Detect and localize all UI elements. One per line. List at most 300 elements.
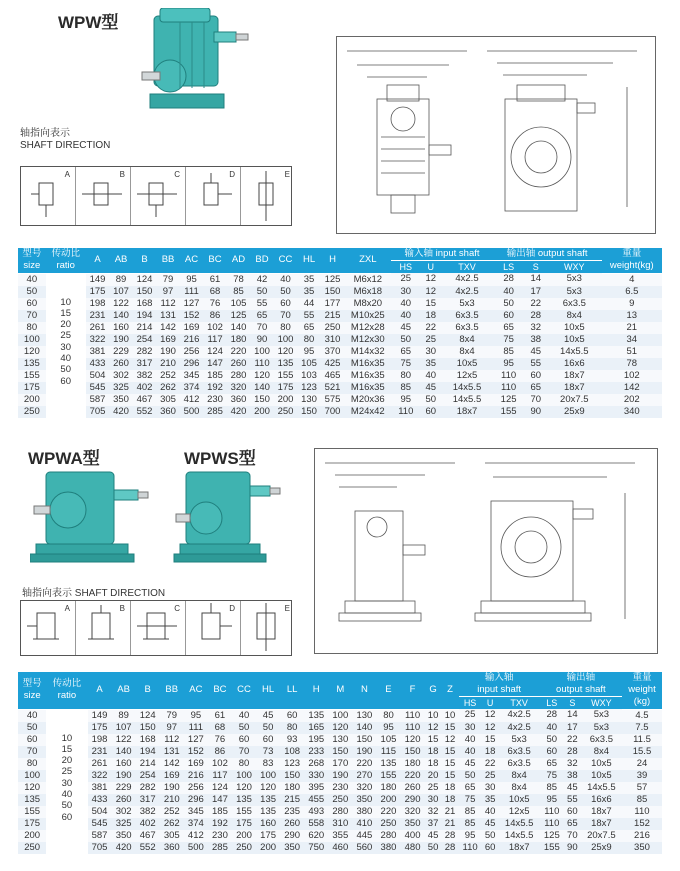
table-cell: 4x2.5 <box>441 286 492 298</box>
table-cell: 57 <box>622 782 662 794</box>
table-cell: 30 <box>482 782 499 794</box>
table-cell: 180 <box>227 334 251 346</box>
table-cell: 190 <box>156 346 180 358</box>
th-input-col: TXV <box>441 261 492 274</box>
table-cell: 150 <box>352 734 376 746</box>
table-cell: 100 <box>18 770 46 782</box>
table-cell: 152 <box>184 746 208 758</box>
table-cell: 130 <box>328 734 352 746</box>
table-cell: 254 <box>136 770 160 782</box>
table-cell: 61 <box>208 709 232 722</box>
th-col: Z <box>442 672 459 709</box>
th-size-en: size <box>23 260 41 272</box>
table-cell: 103 <box>297 370 321 382</box>
spec-table-wpw <box>18 248 662 418</box>
table-cell: 25 <box>391 273 420 286</box>
table-cell: 110 <box>540 806 564 818</box>
table-cell: 252 <box>156 370 180 382</box>
table-cell: 152 <box>622 818 662 830</box>
table-cell: 135 <box>256 794 280 806</box>
ratio-value: 60 <box>61 811 73 823</box>
table-cell: 320 <box>352 782 376 794</box>
th-col: M <box>328 672 352 709</box>
table-cell: 45 <box>425 830 442 842</box>
table-cell: 20 <box>425 770 442 782</box>
table-cell: 12 <box>442 734 459 746</box>
th-col: F <box>401 672 425 709</box>
table-cell: 14 <box>525 273 547 286</box>
table-cell: 34 <box>602 334 662 346</box>
table-cell: 45 <box>391 322 420 334</box>
table-cell: 155 <box>232 806 256 818</box>
table-cell: 280 <box>227 370 251 382</box>
table-cell: 140 <box>250 382 274 394</box>
table-cell: 433 <box>86 358 110 370</box>
table-cell: 6x3.5 <box>441 310 492 322</box>
table-cell: 135 <box>376 758 400 770</box>
table-cell: 350 <box>352 794 376 806</box>
table-cell: 78 <box>602 358 662 370</box>
table-cell: M10x25 <box>344 310 391 322</box>
th-col: AD <box>227 248 251 273</box>
table-cell: 80 <box>280 722 304 734</box>
table-cell: 25x9 <box>581 842 622 854</box>
table-cell: 215 <box>280 794 304 806</box>
table-cell: 90 <box>564 842 581 854</box>
table-cell: 350 <box>109 394 133 406</box>
table-cell: 180 <box>280 782 304 794</box>
ratio-list <box>46 273 86 418</box>
table-cell: 55 <box>525 358 547 370</box>
th-ratio-cn: 传动比 <box>52 678 82 690</box>
th-output-shaft-cn: 输出轴 <box>566 672 596 683</box>
table-cell: 50 <box>425 842 442 854</box>
table-row <box>18 709 662 722</box>
table-cell: 65 <box>540 758 564 770</box>
table-cell: 78 <box>227 273 251 286</box>
table-cell: 220 <box>376 806 400 818</box>
table-cell: 10 <box>425 709 442 722</box>
table-cell: 175 <box>232 818 256 830</box>
table-cell: 229 <box>109 346 133 358</box>
direction-b: B <box>76 601 131 655</box>
table-cell: 12 <box>420 286 441 298</box>
table-cell: 85 <box>622 794 662 806</box>
table-row <box>18 806 662 818</box>
table-cell: 8x4 <box>441 334 492 346</box>
table-cell: 5x3 <box>499 734 540 746</box>
table-cell: 320 <box>227 382 251 394</box>
table-cell: 130 <box>352 709 376 722</box>
table-cell: 30 <box>459 722 482 734</box>
table-cell: 28 <box>493 273 525 286</box>
table-row <box>18 406 662 418</box>
table-cell: 61 <box>203 273 227 286</box>
th-col: LL <box>280 672 304 709</box>
th-col: G <box>425 672 442 709</box>
table-cell: 305 <box>156 394 180 406</box>
table-cell: 260 <box>401 782 425 794</box>
table-cell: 60 <box>540 746 564 758</box>
table-row <box>18 286 662 298</box>
table-cell: 28 <box>525 310 547 322</box>
table-cell: 120 <box>328 722 352 734</box>
table-cell: 6x3.5 <box>441 322 492 334</box>
table-cell: 135 <box>18 358 46 370</box>
table-cell: 374 <box>180 382 204 394</box>
table-cell: 460 <box>328 842 352 854</box>
th-output-col: S <box>564 697 581 710</box>
table-cell: 40 <box>459 746 482 758</box>
table-cell: 14 <box>564 709 581 722</box>
table-cell: 95 <box>391 394 420 406</box>
table-cell: 4 <box>602 273 662 286</box>
table-cell: 125 <box>493 394 525 406</box>
table-cell: M14x32 <box>344 346 391 358</box>
table-cell: 433 <box>88 794 112 806</box>
shaft-direction-label-2: 轴指向表示 SHAFT DIRECTION <box>22 588 166 599</box>
table-cell: 142 <box>160 758 184 770</box>
table-row <box>18 334 662 346</box>
ratio-value: 15 <box>60 307 71 319</box>
table-cell: 40 <box>274 273 298 286</box>
table-cell: 262 <box>156 382 180 394</box>
table-cell: 380 <box>376 842 400 854</box>
table-cell: 149 <box>86 273 110 286</box>
table-row <box>18 830 662 842</box>
table-cell: 93 <box>280 734 304 746</box>
table-cell: 552 <box>133 406 157 418</box>
table-cell: 10x5 <box>547 334 602 346</box>
th-col: A <box>86 248 110 273</box>
table-cell: 282 <box>136 782 160 794</box>
table-cell: 60 <box>420 406 441 418</box>
table-cell: 282 <box>133 346 157 358</box>
table-cell: 24 <box>622 758 662 770</box>
table-cell: 120 <box>18 346 46 358</box>
table-cell: 175 <box>274 382 298 394</box>
table-cell: 13 <box>602 310 662 322</box>
table-cell: 60 <box>525 370 547 382</box>
table-cell: 175 <box>18 382 46 394</box>
table-cell: 175 <box>18 818 46 830</box>
table-cell: 55 <box>564 794 581 806</box>
th-input-col: HS <box>459 697 482 710</box>
table-cell: 15 <box>420 298 441 310</box>
table-cell: 150 <box>401 746 425 758</box>
table-cell: 18x7 <box>581 818 622 830</box>
table-cell: 202 <box>602 394 662 406</box>
table-cell: 80 <box>18 322 46 334</box>
table-cell: 180 <box>401 758 425 770</box>
table-cell: 80 <box>18 758 46 770</box>
table-cell: 150 <box>133 286 157 298</box>
th-ratio-cn: 传动比 <box>51 248 80 260</box>
table-cell: 107 <box>112 722 136 734</box>
table-cell: 198 <box>88 734 112 746</box>
table-cell: 85 <box>540 782 564 794</box>
direction-a: A <box>21 167 76 225</box>
direction-b: B <box>76 167 131 225</box>
table-cell: 465 <box>321 370 345 382</box>
table-cell: 155 <box>493 406 525 418</box>
table-cell: 110 <box>493 382 525 394</box>
table-cell: 493 <box>304 806 328 818</box>
table-cell: 50 <box>256 722 280 734</box>
table-cell: 220 <box>227 346 251 358</box>
table-cell: 120 <box>18 782 46 794</box>
table-cell: 65 <box>493 322 525 334</box>
table-cell: 125 <box>540 830 564 842</box>
table-cell: 25 <box>420 334 441 346</box>
table-cell: 150 <box>280 770 304 782</box>
table-cell: 60 <box>18 298 46 310</box>
table-row <box>18 794 662 806</box>
table-cell: 420 <box>109 406 133 418</box>
table-cell: 360 <box>227 394 251 406</box>
table-cell: 260 <box>280 818 304 830</box>
th-input-shaft-en: input shaft <box>477 684 522 695</box>
table-cell: 558 <box>304 818 328 830</box>
table-cell: 45 <box>420 382 441 394</box>
th-size-cn: 型号 <box>22 248 42 260</box>
table-cell: 51 <box>602 346 662 358</box>
table-cell: 150 <box>250 394 274 406</box>
table-cell: 8x4 <box>581 746 622 758</box>
table-cell: 261 <box>88 758 112 770</box>
table-cell: 50 <box>274 286 298 298</box>
table-cell: 20x7.5 <box>547 394 602 406</box>
table-cell: 112 <box>160 734 184 746</box>
table-cell: 120 <box>232 782 256 794</box>
table-row <box>18 273 662 286</box>
table-cell: M24x42 <box>344 406 391 418</box>
wpws-title: WPWS型 <box>184 449 256 468</box>
table-cell: 545 <box>86 382 110 394</box>
shaft-direction-label-cn: 轴指向表示 <box>20 128 70 139</box>
table-cell: 45 <box>564 782 581 794</box>
table-row <box>18 746 662 758</box>
table-cell: 169 <box>184 758 208 770</box>
table-cell: 317 <box>136 794 160 806</box>
table-cell: 50 <box>18 286 46 298</box>
table-cell: 325 <box>109 382 133 394</box>
table-cell: 73 <box>256 746 280 758</box>
table-cell: 40 <box>493 286 525 298</box>
table-cell: 169 <box>180 322 204 334</box>
table-cell: 8x4 <box>441 346 492 358</box>
table-cell: 4x2.5 <box>499 722 540 734</box>
table-cell: 40 <box>391 298 420 310</box>
table-cell: 302 <box>109 370 133 382</box>
table-cell: 127 <box>184 734 208 746</box>
table-cell: 85 <box>227 286 251 298</box>
table-cell: 120 <box>401 734 425 746</box>
ratio-value: 30 <box>60 341 71 353</box>
dimension-drawing-1 <box>336 36 656 234</box>
table-cell: 110 <box>459 842 482 854</box>
table-cell: 12x5 <box>499 806 540 818</box>
table-cell: 310 <box>328 818 352 830</box>
table-cell: 325 <box>112 818 136 830</box>
table-cell: 89 <box>109 273 133 286</box>
table-cell: 750 <box>304 842 328 854</box>
th-size-cn: 型号 <box>22 678 42 690</box>
table-cell: 123 <box>297 382 321 394</box>
table-cell: 28 <box>442 830 459 842</box>
table-cell: 200 <box>18 394 46 406</box>
table-cell: 50 <box>540 734 564 746</box>
table-cell: 35 <box>420 358 441 370</box>
table-cell: 32 <box>525 322 547 334</box>
table-cell: 14x5.5 <box>499 830 540 842</box>
table-cell: 229 <box>112 782 136 794</box>
table-cell: 250 <box>376 818 400 830</box>
table-cell: 125 <box>321 273 345 286</box>
table-cell: 382 <box>133 370 157 382</box>
table-cell: 345 <box>184 806 208 818</box>
table-cell: 42 <box>250 273 274 286</box>
table-cell: 50 <box>18 722 46 734</box>
table-cell: 250 <box>274 406 298 418</box>
table-cell: 50 <box>391 334 420 346</box>
th-weight-en: weight <box>628 684 656 696</box>
th-weight-cn: 重量 <box>622 248 642 260</box>
table-cell: 360 <box>156 406 180 418</box>
spec-table-wpw-body <box>18 273 662 418</box>
table-cell: 70 <box>18 746 46 758</box>
table-cell: 70 <box>250 322 274 334</box>
table-row <box>18 842 662 854</box>
table-cell: 231 <box>86 310 110 322</box>
table-cell: 296 <box>184 794 208 806</box>
table-cell: 280 <box>328 806 352 818</box>
table-row <box>18 346 662 358</box>
table-cell: 700 <box>321 406 345 418</box>
table-cell: 250 <box>232 842 256 854</box>
table-cell: 192 <box>203 382 227 394</box>
table-cell: 117 <box>208 770 232 782</box>
th-output-shaft-en: output shaft <box>556 684 606 695</box>
th-col: HL <box>256 672 280 709</box>
table-cell: 60 <box>482 842 499 854</box>
table-cell: 35 <box>297 273 321 286</box>
table-cell: 185 <box>203 370 227 382</box>
th-weight-unit: (kg) <box>633 696 651 708</box>
table-cell: 80 <box>391 370 420 382</box>
table-cell: 50 <box>493 298 525 310</box>
table-cell: 500 <box>180 406 204 418</box>
table-cell: 180 <box>376 782 400 794</box>
table-cell: 455 <box>304 794 328 806</box>
table-cell: 28 <box>540 709 564 722</box>
table-row <box>18 818 662 830</box>
table-cell: 402 <box>136 818 160 830</box>
table-cell: M8x20 <box>344 298 391 310</box>
table-cell: 35 <box>482 794 499 806</box>
table-cell: 150 <box>328 746 352 758</box>
table-cell: 412 <box>184 830 208 842</box>
th-size-en: size <box>23 690 41 702</box>
ratio-value: 10 <box>61 732 73 744</box>
table-cell: 39 <box>622 770 662 782</box>
table-cell: 10x5 <box>581 770 622 782</box>
table-cell: 80 <box>232 758 256 770</box>
th-output-col: S <box>525 261 547 274</box>
table-cell: 38 <box>564 770 581 782</box>
table-cell: 45 <box>525 346 547 358</box>
table-row <box>18 734 662 746</box>
table-row <box>18 322 662 334</box>
table-cell: 20x7.5 <box>581 830 622 842</box>
table-cell: 15 <box>442 722 459 734</box>
table-cell: 150 <box>136 722 160 734</box>
table-cell: 70 <box>18 310 46 322</box>
table-cell: 194 <box>136 746 160 758</box>
table-cell: 65 <box>564 818 581 830</box>
table-cell: 10x5 <box>547 322 602 334</box>
table-cell: 10x5 <box>581 758 622 770</box>
table-cell: 521 <box>321 382 345 394</box>
table-cell: 97 <box>156 286 180 298</box>
table-cell: 65 <box>525 382 547 394</box>
spec-table-wpwa-body <box>18 709 662 854</box>
table-cell: 30 <box>425 794 442 806</box>
table-cell: M12x30 <box>344 334 391 346</box>
th-col: N <box>352 672 376 709</box>
wpws-gearbox-image <box>172 466 282 576</box>
table-cell: 374 <box>184 818 208 830</box>
table-cell: 40 <box>18 709 46 722</box>
table-cell: 112 <box>156 298 180 310</box>
table-cell: 107 <box>109 286 133 298</box>
table-cell: 45 <box>482 818 499 830</box>
table-cell: 467 <box>136 830 160 842</box>
direction-c: C <box>131 601 186 655</box>
table-cell: 504 <box>88 806 112 818</box>
table-cell: 250 <box>321 322 345 334</box>
table-cell: 110 <box>540 818 564 830</box>
table-cell: 75 <box>493 334 525 346</box>
table-cell: 97 <box>160 722 184 734</box>
table-cell: 18 <box>420 310 441 322</box>
table-cell: 260 <box>112 794 136 806</box>
table-cell: 32 <box>564 758 581 770</box>
table-cell: 210 <box>156 358 180 370</box>
th-input-col: HS <box>391 261 420 274</box>
table-cell: 155 <box>274 370 298 382</box>
table-cell: 130 <box>297 394 321 406</box>
table-cell: 50 <box>250 286 274 298</box>
table-row <box>18 722 662 734</box>
table-cell: 220 <box>352 758 376 770</box>
table-cell: 185 <box>208 806 232 818</box>
th-output-col: WXY <box>547 261 602 274</box>
table-cell: 17 <box>525 286 547 298</box>
table-cell: 68 <box>203 286 227 298</box>
table-cell: 37 <box>425 818 442 830</box>
th-col: BC <box>208 672 232 709</box>
table-cell: 117 <box>203 334 227 346</box>
table-cell: 220 <box>401 770 425 782</box>
th-input-shaft-cn: 输入轴 <box>484 672 514 683</box>
table-cell: 345 <box>180 370 204 382</box>
table-cell: 190 <box>328 770 352 782</box>
table-cell: 192 <box>208 818 232 830</box>
table-cell: 200 <box>232 830 256 842</box>
table-row <box>18 358 662 370</box>
table-cell: 90 <box>250 334 274 346</box>
